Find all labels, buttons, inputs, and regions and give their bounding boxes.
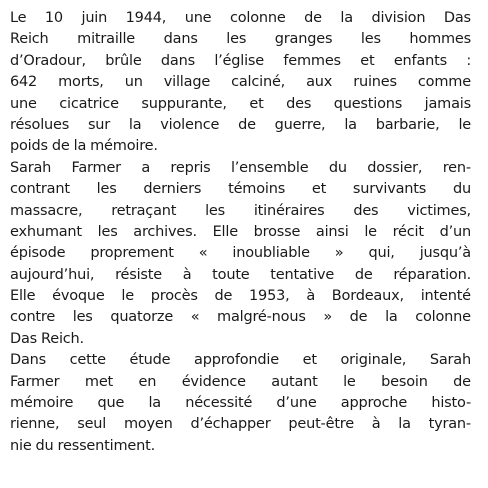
text-line: contrant les derniers témoins et survivants du (10, 181, 471, 198)
text-line: Sarah Farmer a repris l’ensemble du dossier, ren- (10, 159, 471, 176)
text-line: massacre, retraçant les itinéraires des victimes, (10, 202, 471, 219)
text-line: aujourd’hui, résiste à toute tentative de réparation. (10, 266, 471, 283)
text-line: Farmer met en évidence autant le besoin de (10, 373, 471, 390)
text-line: rienne, seul moyen d’échapper peut-être à la tyran- (10, 416, 471, 433)
text-line: nie du ressentiment. (10, 437, 155, 454)
paragraph-1 (10, 8, 471, 158)
text-line: poids de la mémoire. (10, 138, 158, 155)
text-line: Dans cette étude approfondie et originale, Sarah (10, 352, 471, 369)
text-line: Das Reich. (10, 330, 84, 347)
text-line: d’Oradour, brûle dans l’église femmes et enfants : (10, 52, 471, 69)
text-line: Reich mitraille dans les granges les hommes (10, 31, 471, 48)
text-line: Le 10 juin 1944, une colonne de la division Das (10, 10, 471, 26)
paragraph-3 (10, 350, 471, 457)
text-line: mémoire que la nécessité d’une approche histo- (10, 395, 471, 412)
text-line: épisode proprement « inoubliable » qui, jusqu’à (10, 245, 471, 262)
paragraph-2 (10, 158, 471, 351)
document-page (10, 8, 471, 457)
text-line: résolues sur la violence de guerre, la barbarie, le (10, 116, 471, 133)
text-line: exhumant les archives. Elle brosse ainsi le récit d’un (10, 223, 471, 240)
text-line: Elle évoque le procès de 1953, à Bordeaux, intenté (10, 288, 471, 305)
text-line: contre les quatorze « malgré-nous » de la colonne (10, 309, 471, 326)
text-line: 642 morts, un village calciné, aux ruines comme (10, 74, 471, 91)
text-line: une cicatrice suppurante, et des questions jamais (10, 95, 471, 112)
